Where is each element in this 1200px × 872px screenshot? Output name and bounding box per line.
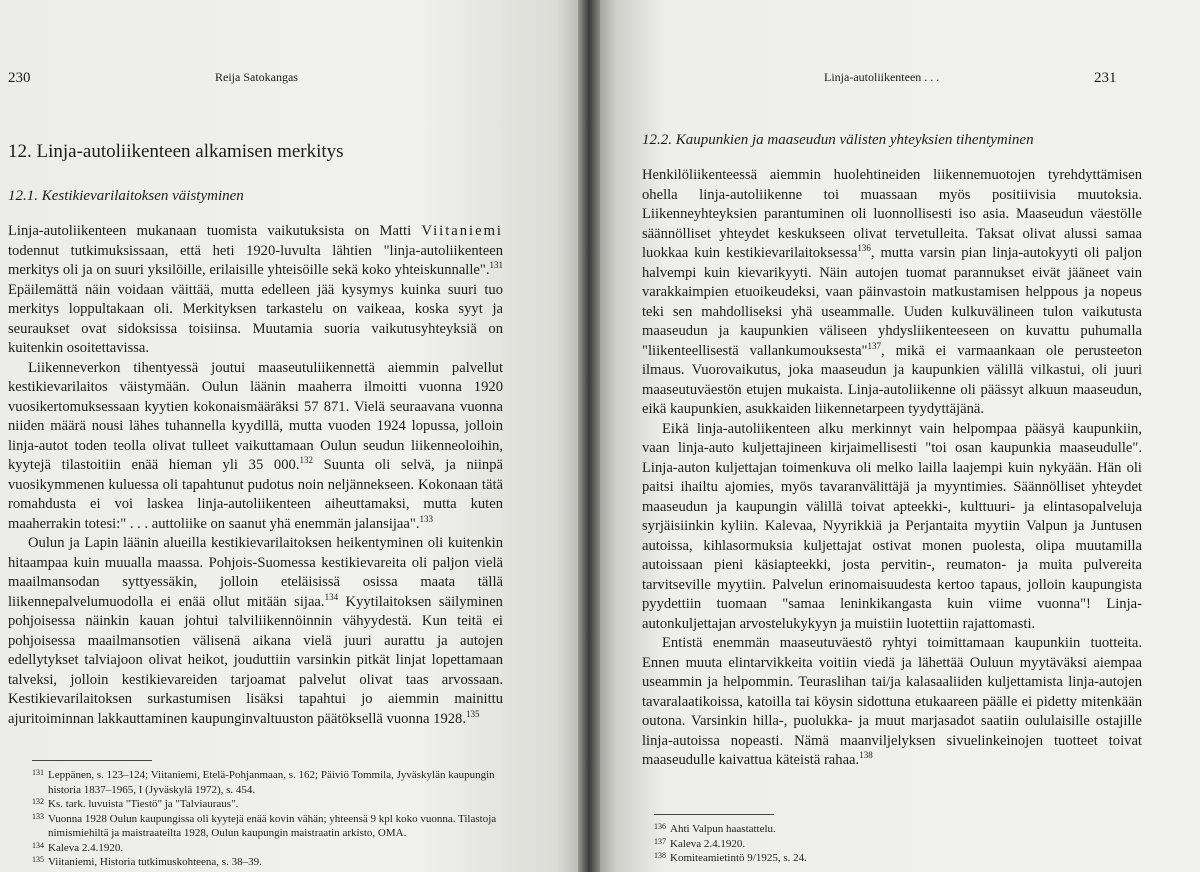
- footnotes: [654, 822, 1054, 866]
- page-number: 231: [1094, 70, 1117, 86]
- footnote: 135 Viitaniemi, Historia tutkimuskohteena, s. 38–39.: [32, 855, 262, 868]
- running-head: Reija Satokangas: [215, 70, 298, 84]
- right-page-body: [642, 130, 1142, 771]
- paragraph: Eikä linja-autoliikenteen alku merkinnyt vain helpompaa pääsyä kaupunkiin, vaan linja-auto kuljettajineen kirjaimellisesti "toi osan kaupunkia maaseudulle". Linja-auton kuljettajan toimenkuva oli melko lailla laajempi kuin nykyään. Hän oli paitsi ihailtu ajomies, myös tavaranvälittäjä ja myyntimies. Säännölliset yhteydet maaseudun ja kaupungin välillä toivat apteekki-, kulttuuri- ja elintasopalveluja syrjäisiinkin kyliin. Kalevaa, Nyyrikkiä ja Perjantaita myytiin Valpun ja Juntusen autoissa, kihlasormuksia kuljettajat ostivat monen puolesta, olipa muutamilla autoissaan pieni käsiapteekki, josta pervitin-, reumaton- ja muita pulvereita tarvitseville myytiin. Palvelun erinomaisuudesta kertoo tapaus, jolloin kaupungista pyydettiin tuomaan "samaa leninkikangasta kuin viime vuonna"! Linja-autonkuljettajan arvostelukykyyn ja muistiin luotettiin rajattomasti.: [642, 420, 1142, 632]
- left-page: [0, 0, 592, 872]
- footnote-ref: 137: [867, 340, 882, 351]
- footnote-ref: 133: [419, 513, 433, 524]
- footnote: 133 Vuonna 1928 Oulun kaupungissa oli kyytejä enää kovin vähän; yhteensä 9 kpl koko vuonna. Tilastoja nimismiehiltä ja maistraateilta 1928, Oulun kaupungin maistraatin arkisto, OMA.: [32, 811, 497, 839]
- paragraph: Oulun ja Lapin läänin alueilla kestikievarilaitoksen heikentyminen oli kuitenkin hitaampaa kuin muualla maassa. Pohjois-Suomessa kestikievareita oli paljon vielä maailmansodan syttyessäkin, jolloin eteläisissä osissa maata tällä liikennepalvelumuodolla ei enää ollut mitään sijaa.$^{134}$ Kyytilaitoksen säilyminen pohjoisessa näinkin kauan johtui talviliikennöinnin vähyydestä. Kun teitä ei pohjoisessa maailmansotien välisenä aikana vielä juuri aurattu ja autojen edellytykset talviajoon olivat heikot, jouduttiin varsinkin pitkät linjat lopettamaan talveksi, jolloin kestikievareiden tarjoamat palvelut olivat taas arvossaan. Kestikievarilaitoksen surkastumisen lisäksi tapahtui jo aiemmin mainittu ajuritoiminnan lakkauttaminen kaupunginvaltuuston päätöksellä vuonna 1928.$^{135}$: [8, 535, 503, 727]
- footnote: 131 Leppänen, s. 123–124; Viitaniemi, Etelä-Pohjanmaan, s. 162; Päiviö Tommila, Jyväskylän kaupungin historia 1837–1965, I (Jyväskylä 1972), s. 454.: [32, 768, 495, 796]
- section-title: 12.2. Kaupunkien ja maaseudun välisten yhteyksien tihentyminen: [642, 132, 1034, 148]
- footnote-ref: 135: [466, 708, 480, 719]
- footnote-ref: 132: [299, 455, 313, 466]
- paragraph: Entistä enemmän maaseutuväestö ryhtyi toimittamaan kaupunkiin tuotteita. Ennen muuta elintarvikkeita voitiin viedä ja lähettää Ouluun myytäväksi aiempaa useammin ja helpommin. Teuraslihan tai/ja kalasaaliiden kuljettamista linja-autojen tavaralaatikoissa, katoilla tai köysin sidottuna etukaareen päälle ei pidetty mitenkään outona. Varsinkin hilla-, puolukka- ja muut marjasadot saatiin oululaisille ostajille linja-autoissa nopeasti. Nämä maanviljelyksen sivuelinkeinojen tuotteet toivat maaseudulle kaivattua käteistä rahaa.$^{138}$: [642, 635, 1142, 768]
- footnote: 134 Kaleva 2.4.1920.: [32, 840, 124, 854]
- section-title: 12.1. Kestikievarilaitoksen väistyminen: [8, 188, 244, 204]
- footnote-ref: 134: [324, 591, 339, 602]
- book-gutter: [578, 0, 600, 872]
- paragraph: Henkilöliikenteessä aiemmin huolehtineiden liikennemuotojen tyrehdyttämisen ohella linja-autoliikenne toi muassaan myös positiivisia muutoksia. Liikenneyhteyksien parantuminen oli luonnollisesti iso asia. Maaseudun väestölle säännölliset yhteydet keskukseen olivat tervetulleita. Taksat olivat alussi samaa luokkaa kuin kestikievarilaitoksessa$^{136}$, mutta varsin pian linja-autokyyti oli paljon halvempi kuin kievarikyyti. Näin autojen tuomat parannukset eivät jääneet vain varakkaimpien etuoikeudeksi, vaan päinvastoin matkustamisen helppous ja nopeus teki sen mahdolliseksi yhä useammalle. Uuden kulkuvälineen tulon vaikutusta maaseudun ja kaupunkien väliseen yhdysliikenteeseen on kuvattu puhumalla "liikenteellisestä vallankumouksesta"$^{137}$, mikä ei varmaankaan ole perusteeton ilmaus. Vuorovaikutus, joka maaseudun ja kaupunkien välillä vilkastui, oli juuri maaseutuväestön etujen mukaista. Linja-autoliikenne oli päässyt alkuun maaseudun, eikä kaupunkien, asukkaiden liikennetarpeen tyydyttäjänä.: [642, 167, 1142, 417]
- left-page-body: [8, 140, 503, 729]
- running-head: Linja-autoliikenteen . . .: [824, 70, 940, 84]
- page-number: 230: [8, 70, 31, 86]
- footnote-ref: 138: [859, 750, 873, 761]
- chapter-title: 12. Linja-autoliikenteen alkamisen merkitys: [8, 141, 344, 162]
- footnotes: [32, 768, 504, 870]
- footnote-ref: 136: [857, 243, 871, 254]
- footnote: 136 Ahti Valpun haastattelu.: [654, 822, 776, 835]
- paragraph: Linja-autoliikenteen mukanaan tuomista vaikutuksista on Matti Viitaniemi todennut tutkimuksissaan, että heti 1920-luvulta lähtien "linja-autoliikenteen merkitys oli ja on suuri yksilöille, erilaisille yhteisöille sekä koko yhteiskunnalle".$^{131}$ Epäilemättä näin voidaan väittää, mutta edelleen jää kysymys kuinka suuri tuo merkitys loppultakaan oli. Merkityksen tarkastelu on vaikeaa, koska syyt ja seuraukset ovat sidoksissa toisiinsa. Muutamia suoria vaikutusyhteyksiä on kuitenkin osoitettavissa.: [8, 223, 503, 356]
- right-page: [592, 0, 1200, 872]
- footnote: 137 Kaleva 2.4.1920.: [654, 836, 746, 850]
- footnote: 132 Ks. tark. luvuista "Tiestö" ja "Talviauraus".: [32, 797, 239, 810]
- footnote: 138 Komiteamietintö 9/1925, s. 24.: [654, 851, 807, 864]
- footnote-ref: 131: [489, 260, 503, 271]
- paragraph: Liikenneverkon tihentyessä joutui maaseutuliikennettä aiemmin palvellut kestikievarilaitos väistymään. Oulun läänin maaherra ilmoitti vuonna 1920 vuosikertomuksessaan kyytien kokonaismääräksi 57 871. Vielä seuraavana vuonna niiden määrä nousi lähes tuhannella kyydillä, mutta vuoden 1924 lopussa, jolloin linja-autot toden teolla olivat tulleet vaikuttamaan Oulun seudun liikenneoloihin, kyytejä tilastoitiin enää hieman yli 35 000.$^{132}$ Suunta oli selvä, ja niinpä vuosikymmenen kuluessa oli tapahtunut pudotus noin neljännekseen. Kokonaan tätä romahdusta ei voi laskea linja-autoliikenteen aiheuttamaksi, mutta kuten maaherrakin totesi:" . . . auttoliike on saanut yhä enemmän jalansijaa".$^{133}$: [8, 359, 503, 532]
- footnote-rule: [654, 814, 774, 815]
- footnote-rule: [32, 760, 152, 761]
